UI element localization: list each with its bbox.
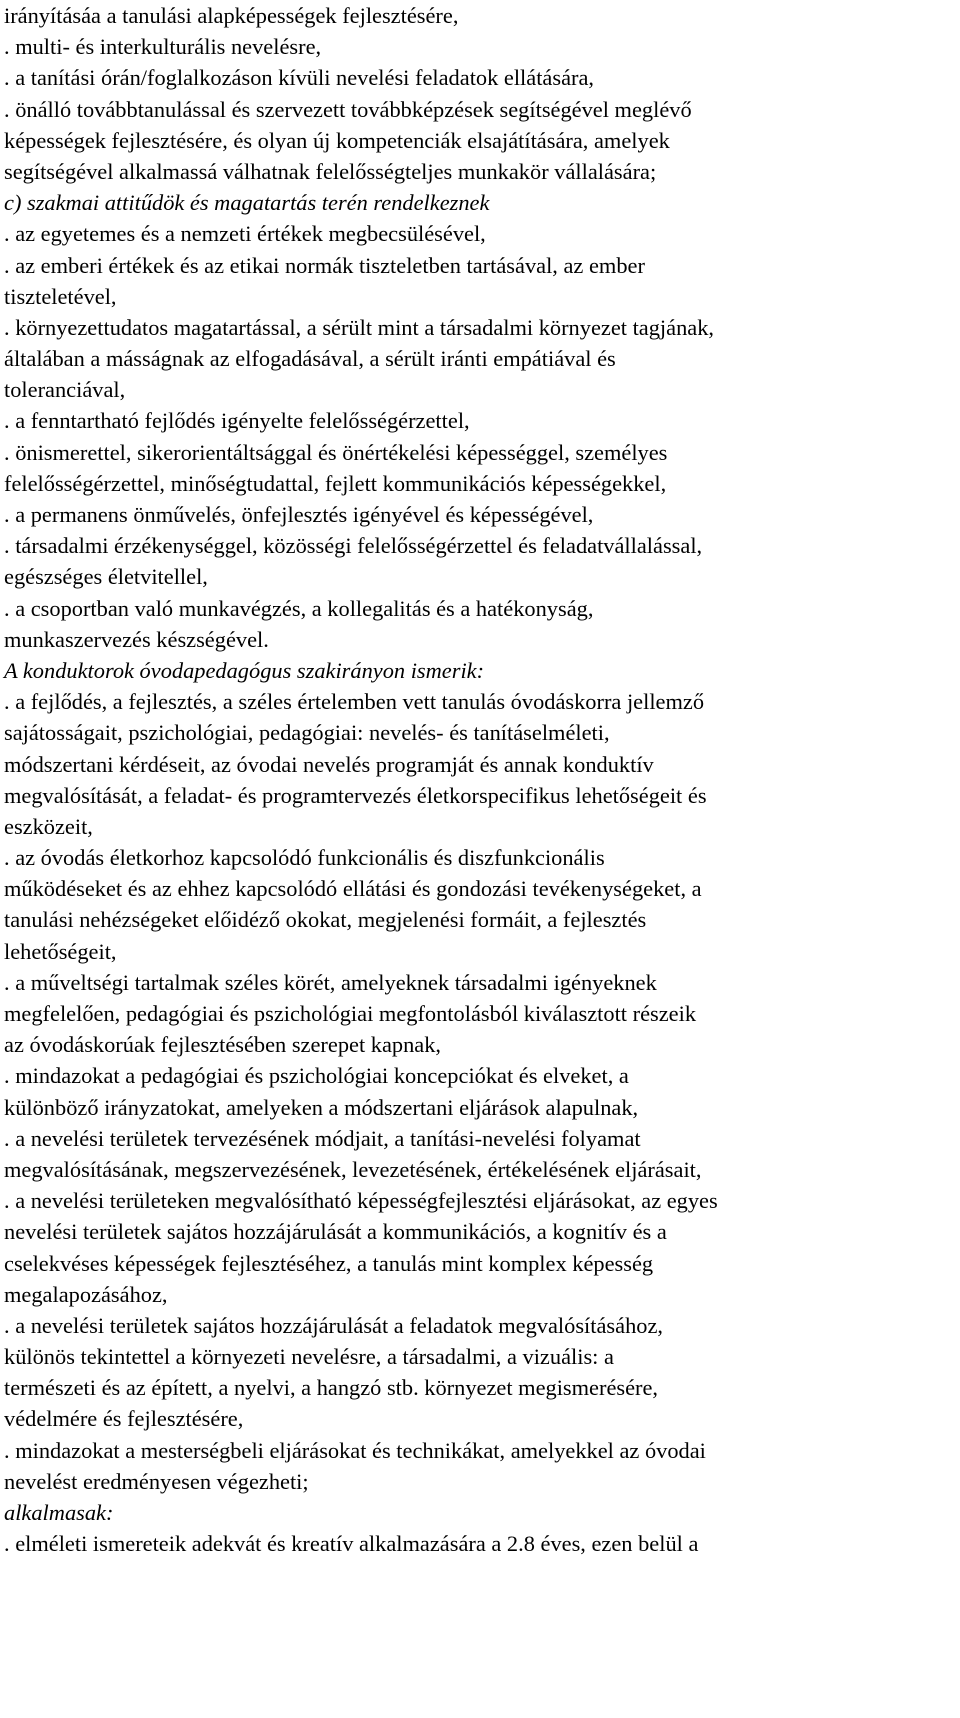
text-line: az óvodáskorúak fejlesztésében szerepet kapnak, bbox=[4, 1032, 442, 1058]
text-line: megvalósítását, a feladat- és programtervezés életkorspecifikus lehetőségeit és bbox=[4, 782, 707, 808]
text-line: . a fenntartható fejlődés igényelte felelősségérzettel, bbox=[4, 408, 470, 434]
text-line: sajátosságait, pszichológiai, pedagógiai: nevelés- és tanításelméleti, bbox=[4, 720, 610, 746]
text-line: toleranciával, bbox=[4, 377, 126, 403]
text-line: . környezettudatos magatartással, a sérült mint a társadalmi környezet tagjának, bbox=[4, 314, 715, 340]
text-line: segítségével alkalmassá válhatnak felelősségteljes munkakör vállalására; bbox=[4, 158, 657, 184]
text-line: tanulási nehézségeket előidéző okokat, megjelenési formáit, a fejlesztés bbox=[4, 907, 647, 933]
text-line: . a nevelési területek tervezésének módjait, a tanítási-nevelési folyamat bbox=[4, 1125, 641, 1151]
section-heading-line: A konduktorok óvodapedagógus szakirányon ismerik: bbox=[4, 657, 485, 683]
text-line: munkaszervezés készségével. bbox=[4, 626, 269, 652]
text-line: . önismerettel, sikerorientáltsággal és önértékelési képességgel, személyes bbox=[4, 439, 668, 465]
text-line: . az egyetemes és a nemzeti értékek megbecsülésével, bbox=[4, 221, 486, 247]
text-line: különös tekintettel a környezeti nevelésre, a társadalmi, a vizuális: a bbox=[4, 1344, 614, 1370]
text-line: . mindazokat a mesterségbeli eljárásokat és technikákat, amelyekkel az óvodai bbox=[4, 1437, 706, 1463]
text-line: eszközeit, bbox=[4, 813, 93, 839]
text-line: képességek fejlesztésére, és olyan új kompetenciák elsajátítására, amelyek bbox=[4, 127, 670, 153]
text-line: . társadalmi érzékenységgel, közösségi felelősségérzettel és feladatvállalással, bbox=[4, 533, 703, 559]
text-line: . az óvodás életkorhoz kapcsolódó funkcionális és diszfunkcionális bbox=[4, 845, 605, 871]
text-line: megfelelően, pedagógiai és pszichológiai megfontolásból kiválasztott részeik bbox=[4, 1001, 697, 1026]
section-heading-line: c) szakmai attitűdök és magatartás terén rendelkeznek bbox=[4, 190, 490, 216]
text-line: lehetőségeit, bbox=[4, 938, 117, 964]
text-line: különböző irányzatokat, amelyeken a módszertani eljárások alapulnak, bbox=[4, 1094, 639, 1120]
text-line: tiszteletével, bbox=[4, 283, 117, 309]
text-line: általában a másságnak az elfogadásával, a sérült iránti empátiával és bbox=[4, 346, 616, 372]
text-line: . a tanítási órán/foglalkozáson kívüli nevelési feladatok ellátására, bbox=[4, 65, 595, 91]
text-line: . a nevelési területek sajátos hozzájárulását a feladatok megvalósításához, bbox=[4, 1312, 663, 1338]
text-line: nevelést eredményesen végezheti; bbox=[4, 1468, 309, 1494]
text-line: felelősségérzettel, minőségtudattal, fejlett kommunikációs képességekkel, bbox=[4, 470, 667, 496]
text-line: védelmére és fejlesztésére, bbox=[4, 1406, 244, 1432]
text-line: irányításáa a tanulási alapképességek fejlesztésére, bbox=[4, 3, 459, 28]
text-line: . önálló továbbtanulással és szervezett továbbképzések segítségével meglévő bbox=[4, 96, 692, 122]
text-line: cselekvéses képességek fejlesztéséhez, a tanulás mint komplex képesség bbox=[4, 1250, 654, 1276]
text-line: . a permanens önművelés, önfejlesztés igényével és képességével, bbox=[4, 502, 594, 527]
text-line: módszertani kérdéseit, az óvodai nevelés programját és annak konduktív bbox=[4, 751, 654, 777]
text-line: . a fejlődés, a fejlesztés, a széles értelemben vett tanulás óvodáskorra jellemző bbox=[4, 689, 705, 715]
text-line: . az emberi értékek és az etikai normák tiszteletben tartásával, az ember bbox=[4, 252, 645, 278]
text-line: . mindazokat a pedagógiai és pszichológiai koncepciókat és elveket, a bbox=[4, 1063, 629, 1089]
text-line: működéseket és az ehhez kapcsolódó ellátási és gondozási tevékenységeket, a bbox=[4, 876, 702, 902]
text-line: . multi- és interkulturális nevelésre, bbox=[4, 34, 322, 60]
section-heading-line: alkalmasak: bbox=[4, 1500, 114, 1525]
text-line: . a nevelési területeken megvalósítható képességfejlesztési eljárásokat, az egyes bbox=[4, 1188, 718, 1214]
document-body bbox=[4, 0, 954, 1559]
text-line: természeti és az épített, a nyelvi, a hangzó stb. környezet megismerésére, bbox=[4, 1375, 659, 1401]
text-line: . a műveltségi tartalmak széles körét, amelyeknek társadalmi igényeknek bbox=[4, 969, 657, 995]
text-line: egészséges életvitellel, bbox=[4, 564, 208, 590]
text-line: megvalósításának, megszervezésének, levezetésének, értékelésének eljárásait, bbox=[4, 1156, 702, 1182]
text-line: nevelési területek sajátos hozzájárulását a kommunikációs, a kognitív és a bbox=[4, 1219, 667, 1245]
text-line: . elméleti ismereteik adekvát és kreatív alkalmazására a 2.8 éves, ezen belül a bbox=[4, 1531, 699, 1557]
text-line: . a csoportban való munkavégzés, a kollegalitás és a hatékonyság, bbox=[4, 595, 594, 621]
text-line: megalapozásához, bbox=[4, 1281, 168, 1307]
